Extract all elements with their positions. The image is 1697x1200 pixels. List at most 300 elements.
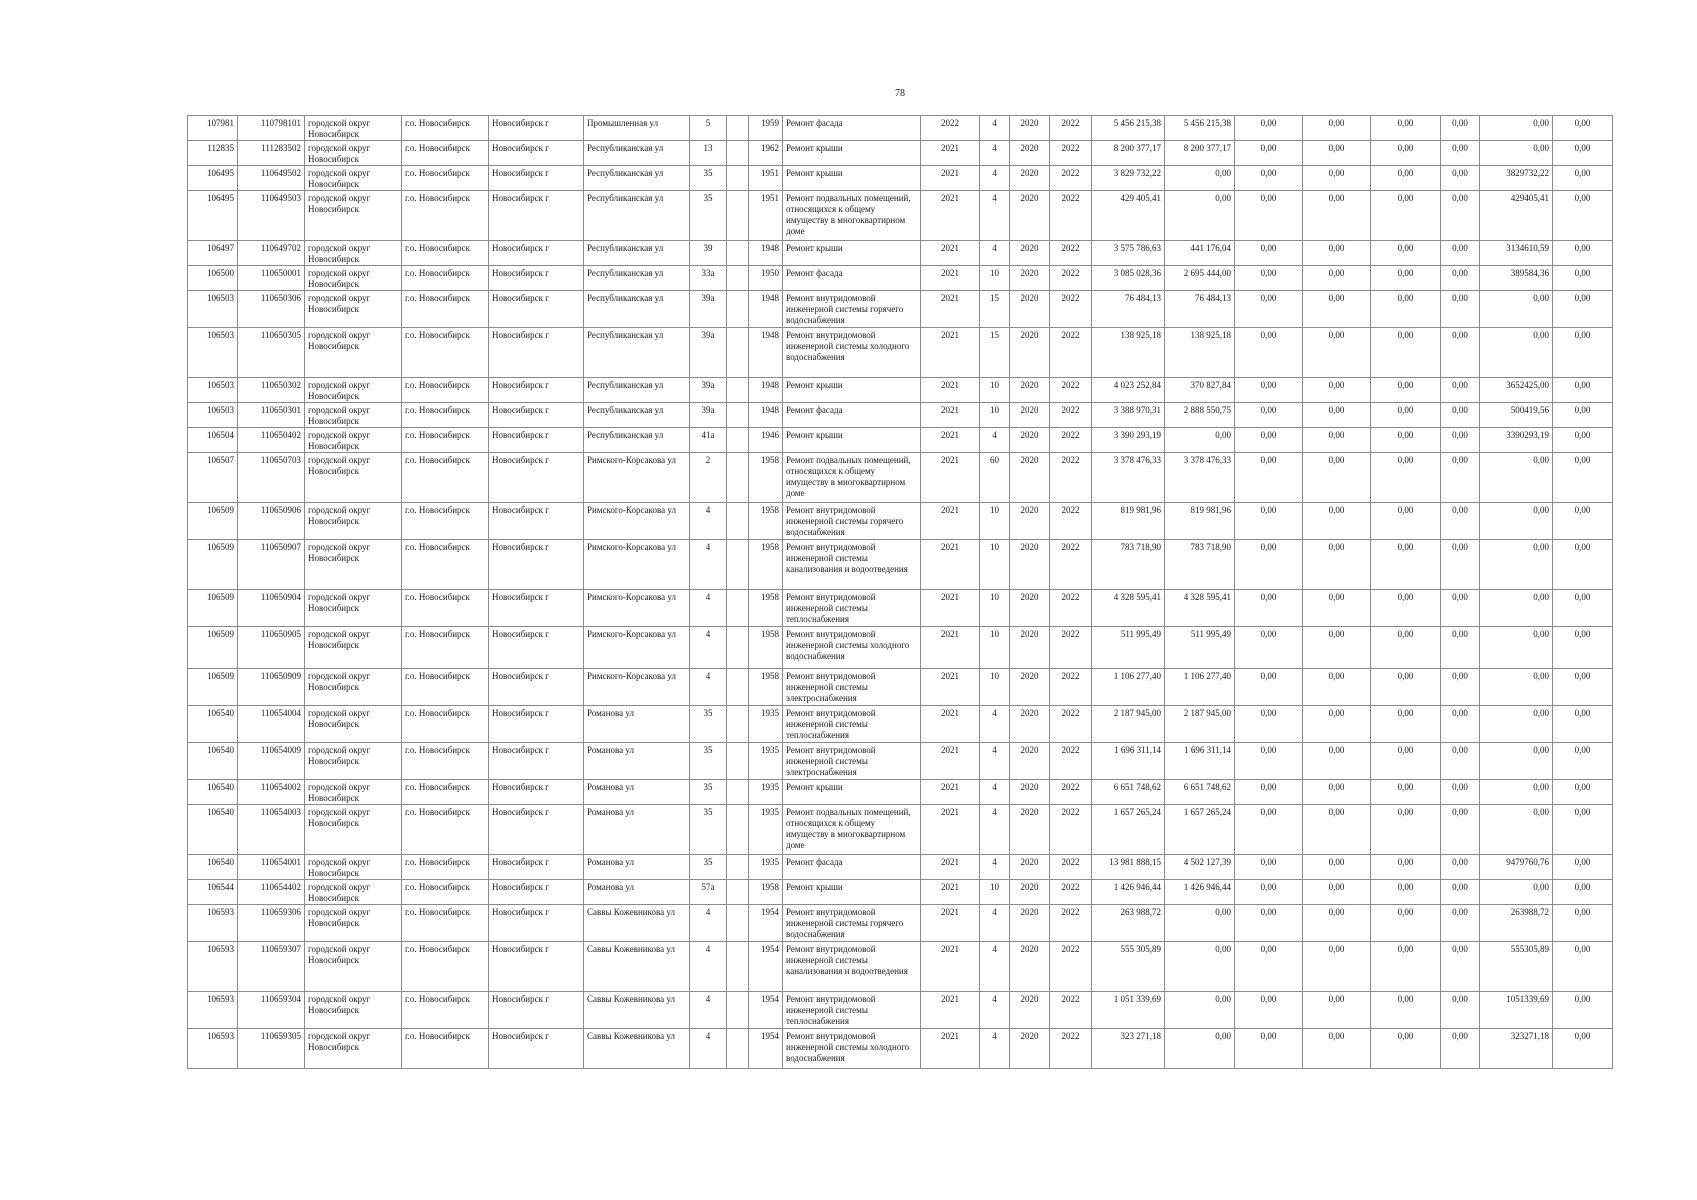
cell-f6: 0,00 — [1553, 590, 1613, 627]
cell-city: Новосибирск г — [489, 453, 584, 503]
cell-city_district: г.о. Новосибирск — [402, 141, 489, 166]
cell-amount: 4 — [980, 942, 1010, 992]
cell-f5: 3829732,22 — [1480, 166, 1553, 191]
cell-amount: 4 — [980, 141, 1010, 166]
cell-street: Римского-Корсакова ул — [584, 503, 690, 540]
cell-start: 2020 — [1010, 905, 1050, 942]
cell-year: 1948 — [749, 291, 783, 328]
cell-f4: 0,00 — [1441, 880, 1480, 905]
cell-start: 2020 — [1010, 706, 1050, 743]
cell-end: 2022 — [1050, 503, 1092, 540]
cell-year: 1958 — [749, 627, 783, 669]
cell-amount: 10 — [980, 627, 1010, 669]
cell-f2: 0,00 — [1303, 706, 1371, 743]
cell-blank — [727, 141, 749, 166]
cell-work: Ремонт внутридомовой инженерной системы канализования и водоотведения — [783, 540, 921, 590]
cell-plan_year: 2021 — [921, 428, 980, 453]
cell-year: 1948 — [749, 241, 783, 266]
cell-street: Республиканская ул — [584, 166, 690, 191]
cell-id: 106540 — [188, 743, 238, 780]
cell-amount: 4 — [980, 116, 1010, 141]
cell-street: Промышленная ул — [584, 116, 690, 141]
cell-work: Ремонт внутридомовой инженерной системы электроснабжения — [783, 669, 921, 706]
cell-f5: 0,00 — [1480, 503, 1553, 540]
cell-f3: 0,00 — [1371, 191, 1441, 241]
cell-f2: 0,00 — [1303, 669, 1371, 706]
cell-end: 2022 — [1050, 590, 1092, 627]
cell-house: 39 — [690, 241, 727, 266]
cell-total: 8 200 377,17 — [1092, 141, 1165, 166]
cell-blank — [727, 942, 749, 992]
cell-f5: 0,00 — [1480, 780, 1553, 805]
cell-id: 106593 — [188, 905, 238, 942]
cell-amount: 4 — [980, 706, 1010, 743]
cell-start: 2020 — [1010, 590, 1050, 627]
cell-house: 35 — [690, 743, 727, 780]
cell-id: 106503 — [188, 291, 238, 328]
cell-start: 2020 — [1010, 540, 1050, 590]
cell-work: Ремонт фасада — [783, 855, 921, 880]
table-row — [188, 1029, 1613, 1069]
cell-f4: 0,00 — [1441, 743, 1480, 780]
cell-id: 106495 — [188, 166, 238, 191]
cell-district: городской округ Новосибирск — [305, 191, 402, 241]
cell-start: 2020 — [1010, 503, 1050, 540]
cell-id: 106500 — [188, 266, 238, 291]
cell-amount: 4 — [980, 805, 1010, 855]
cell-f3: 0,00 — [1371, 428, 1441, 453]
cell-work: Ремонт крыши — [783, 780, 921, 805]
cell-f6: 0,00 — [1553, 669, 1613, 706]
cell-city: Новосибирск г — [489, 291, 584, 328]
cell-id: 106509 — [188, 627, 238, 669]
cell-amount: 10 — [980, 403, 1010, 428]
cell-part_a: 4 502 127,39 — [1165, 855, 1235, 880]
cell-f5: 0,00 — [1480, 141, 1553, 166]
cell-f6: 0,00 — [1553, 540, 1613, 590]
cell-street: Саввы Кожевникова ул — [584, 992, 690, 1029]
cell-amount: 10 — [980, 590, 1010, 627]
table-row — [188, 403, 1613, 428]
cell-f1: 0,00 — [1235, 743, 1303, 780]
cell-work: Ремонт внутридомовой инженерной системы теплоснабжения — [783, 992, 921, 1029]
cell-total: 323 271,18 — [1092, 1029, 1165, 1069]
cell-end: 2022 — [1050, 191, 1092, 241]
cell-f1: 0,00 — [1235, 706, 1303, 743]
cell-plan_year: 2021 — [921, 780, 980, 805]
table-row — [188, 743, 1613, 780]
cell-house: 39а — [690, 378, 727, 403]
cell-f3: 0,00 — [1371, 1029, 1441, 1069]
cell-f6: 0,00 — [1553, 403, 1613, 428]
cell-f1: 0,00 — [1235, 805, 1303, 855]
cell-start: 2020 — [1010, 992, 1050, 1029]
cell-f2: 0,00 — [1303, 503, 1371, 540]
cell-city: Новосибирск г — [489, 166, 584, 191]
cell-f5: 0,00 — [1480, 627, 1553, 669]
cell-f5: 3390293,19 — [1480, 428, 1553, 453]
cell-amount: 4 — [980, 855, 1010, 880]
cell-f5: 0,00 — [1480, 116, 1553, 141]
cell-f6: 0,00 — [1553, 706, 1613, 743]
cell-f2: 0,00 — [1303, 942, 1371, 992]
cell-code: 110654002 — [238, 780, 305, 805]
cell-year: 1958 — [749, 669, 783, 706]
cell-f5: 0,00 — [1480, 880, 1553, 905]
cell-f2: 0,00 — [1303, 328, 1371, 378]
cell-code: 110649502 — [238, 166, 305, 191]
cell-id: 106544 — [188, 880, 238, 905]
cell-city: Новосибирск г — [489, 590, 584, 627]
cell-house: 4 — [690, 540, 727, 590]
cell-total: 263 988,72 — [1092, 905, 1165, 942]
cell-city: Новосибирск г — [489, 241, 584, 266]
cell-f6: 0,00 — [1553, 291, 1613, 328]
cell-blank — [727, 116, 749, 141]
cell-work: Ремонт внутридомовой инженерной системы горячего водоснабжения — [783, 905, 921, 942]
cell-city: Новосибирск г — [489, 403, 584, 428]
cell-house: 41а — [690, 428, 727, 453]
cell-f4: 0,00 — [1441, 1029, 1480, 1069]
cell-part_a: 0,00 — [1165, 992, 1235, 1029]
cell-city_district: г.о. Новосибирск — [402, 291, 489, 328]
cell-blank — [727, 241, 749, 266]
cell-code: 111283502 — [238, 141, 305, 166]
table-row — [188, 116, 1613, 141]
cell-f1: 0,00 — [1235, 880, 1303, 905]
cell-total: 5 456 215,38 — [1092, 116, 1165, 141]
cell-district: городской округ Новосибирск — [305, 540, 402, 590]
cell-f3: 0,00 — [1371, 992, 1441, 1029]
cell-city_district: г.о. Новосибирск — [402, 669, 489, 706]
cell-f2: 0,00 — [1303, 1029, 1371, 1069]
cell-street: Саввы Кожевникова ул — [584, 905, 690, 942]
cell-total: 3 390 293,19 — [1092, 428, 1165, 453]
cell-city: Новосибирск г — [489, 328, 584, 378]
cell-blank — [727, 743, 749, 780]
cell-total: 2 187 945,00 — [1092, 706, 1165, 743]
cell-start: 2020 — [1010, 378, 1050, 403]
cell-id: 106503 — [188, 378, 238, 403]
cell-f2: 0,00 — [1303, 116, 1371, 141]
cell-blank — [727, 191, 749, 241]
cell-city: Новосибирск г — [489, 191, 584, 241]
cell-f3: 0,00 — [1371, 291, 1441, 328]
cell-f5: 389584,36 — [1480, 266, 1553, 291]
cell-part_a: 1 696 311,14 — [1165, 743, 1235, 780]
cell-end: 2022 — [1050, 241, 1092, 266]
cell-city: Новосибирск г — [489, 503, 584, 540]
cell-year: 1954 — [749, 1029, 783, 1069]
cell-house: 39а — [690, 291, 727, 328]
cell-year: 1958 — [749, 503, 783, 540]
cell-year: 1935 — [749, 706, 783, 743]
cell-city_district: г.о. Новосибирск — [402, 166, 489, 191]
cell-f4: 0,00 — [1441, 291, 1480, 328]
cell-total: 511 995,49 — [1092, 627, 1165, 669]
cell-f2: 0,00 — [1303, 291, 1371, 328]
cell-year: 1958 — [749, 590, 783, 627]
cell-f2: 0,00 — [1303, 191, 1371, 241]
cell-street: Романова ул — [584, 855, 690, 880]
cell-start: 2020 — [1010, 166, 1050, 191]
cell-city_district: г.о. Новосибирск — [402, 590, 489, 627]
cell-f5: 1051339,69 — [1480, 992, 1553, 1029]
cell-f4: 0,00 — [1441, 855, 1480, 880]
cell-code: 110650305 — [238, 328, 305, 378]
cell-f4: 0,00 — [1441, 627, 1480, 669]
capital-repair-table — [187, 115, 1613, 1069]
cell-f1: 0,00 — [1235, 116, 1303, 141]
cell-f3: 0,00 — [1371, 780, 1441, 805]
cell-work: Ремонт крыши — [783, 141, 921, 166]
cell-code: 110650001 — [238, 266, 305, 291]
cell-code: 110650703 — [238, 453, 305, 503]
cell-f5: 0,00 — [1480, 590, 1553, 627]
cell-id: 106540 — [188, 855, 238, 880]
cell-end: 2022 — [1050, 116, 1092, 141]
cell-f4: 0,00 — [1441, 540, 1480, 590]
cell-start: 2020 — [1010, 1029, 1050, 1069]
cell-f6: 0,00 — [1553, 266, 1613, 291]
table-row — [188, 905, 1613, 942]
cell-house: 33а — [690, 266, 727, 291]
cell-city_district: г.о. Новосибирск — [402, 540, 489, 590]
table-row — [188, 453, 1613, 503]
cell-city: Новосибирск г — [489, 266, 584, 291]
cell-total: 3 388 970,31 — [1092, 403, 1165, 428]
cell-f6: 0,00 — [1553, 241, 1613, 266]
cell-end: 2022 — [1050, 805, 1092, 855]
cell-code: 110650306 — [238, 291, 305, 328]
cell-district: городской округ Новосибирск — [305, 743, 402, 780]
cell-city_district: г.о. Новосибирск — [402, 942, 489, 992]
table-row — [188, 141, 1613, 166]
cell-total: 555 305,89 — [1092, 942, 1165, 992]
cell-total: 1 696 311,14 — [1092, 743, 1165, 780]
cell-f6: 0,00 — [1553, 141, 1613, 166]
cell-work: Ремонт внутридомовой инженерной системы холодного водоснабжения — [783, 1029, 921, 1069]
cell-city_district: г.о. Новосибирск — [402, 453, 489, 503]
cell-f3: 0,00 — [1371, 540, 1441, 590]
cell-part_a: 441 176,04 — [1165, 241, 1235, 266]
cell-f6: 0,00 — [1553, 905, 1613, 942]
cell-district: городской округ Новосибирск — [305, 503, 402, 540]
cell-city: Новосибирск г — [489, 378, 584, 403]
cell-amount: 10 — [980, 266, 1010, 291]
cell-amount: 4 — [980, 241, 1010, 266]
cell-code: 110650301 — [238, 403, 305, 428]
cell-f6: 0,00 — [1553, 627, 1613, 669]
cell-year: 1958 — [749, 540, 783, 590]
cell-street: Римского-Корсакова ул — [584, 627, 690, 669]
cell-end: 2022 — [1050, 855, 1092, 880]
cell-id: 106593 — [188, 942, 238, 992]
cell-city: Новосибирск г — [489, 141, 584, 166]
cell-house: 2 — [690, 453, 727, 503]
cell-district: городской округ Новосибирск — [305, 116, 402, 141]
cell-plan_year: 2021 — [921, 1029, 980, 1069]
cell-amount: 10 — [980, 540, 1010, 590]
cell-f3: 0,00 — [1371, 627, 1441, 669]
cell-year: 1962 — [749, 141, 783, 166]
cell-f1: 0,00 — [1235, 780, 1303, 805]
cell-plan_year: 2021 — [921, 743, 980, 780]
cell-house: 39а — [690, 328, 727, 378]
cell-city_district: г.о. Новосибирск — [402, 503, 489, 540]
cell-f1: 0,00 — [1235, 1029, 1303, 1069]
cell-work: Ремонт фасада — [783, 116, 921, 141]
cell-street: Римского-Корсакова ул — [584, 669, 690, 706]
cell-id: 106540 — [188, 780, 238, 805]
cell-house: 4 — [690, 992, 727, 1029]
cell-end: 2022 — [1050, 706, 1092, 743]
cell-f6: 0,00 — [1553, 855, 1613, 880]
cell-amount: 10 — [980, 503, 1010, 540]
cell-year: 1935 — [749, 780, 783, 805]
cell-part_a: 1 657 265,24 — [1165, 805, 1235, 855]
cell-code: 110650905 — [238, 627, 305, 669]
cell-house: 35 — [690, 805, 727, 855]
cell-f6: 0,00 — [1553, 503, 1613, 540]
cell-city_district: г.о. Новосибирск — [402, 191, 489, 241]
cell-street: Республиканская ул — [584, 328, 690, 378]
cell-f1: 0,00 — [1235, 378, 1303, 403]
cell-f4: 0,00 — [1441, 669, 1480, 706]
cell-f6: 0,00 — [1553, 942, 1613, 992]
cell-f2: 0,00 — [1303, 378, 1371, 403]
cell-work: Ремонт крыши — [783, 241, 921, 266]
cell-part_a: 0,00 — [1165, 905, 1235, 942]
cell-f4: 0,00 — [1441, 378, 1480, 403]
cell-f2: 0,00 — [1303, 905, 1371, 942]
cell-end: 2022 — [1050, 166, 1092, 191]
cell-house: 35 — [690, 855, 727, 880]
cell-total: 819 981,96 — [1092, 503, 1165, 540]
cell-amount: 4 — [980, 992, 1010, 1029]
table-row — [188, 503, 1613, 540]
cell-f4: 0,00 — [1441, 166, 1480, 191]
cell-start: 2020 — [1010, 266, 1050, 291]
cell-total: 13 981 888,15 — [1092, 855, 1165, 880]
cell-district: городской округ Новосибирск — [305, 992, 402, 1029]
cell-part_a: 511 995,49 — [1165, 627, 1235, 669]
cell-work: Ремонт подвальных помещений, относящихся к общему имуществу в многоквартирном доме — [783, 191, 921, 241]
cell-end: 2022 — [1050, 540, 1092, 590]
cell-code: 110650904 — [238, 590, 305, 627]
cell-f5: 555305,89 — [1480, 942, 1553, 992]
cell-f1: 0,00 — [1235, 428, 1303, 453]
cell-year: 1950 — [749, 266, 783, 291]
cell-house: 13 — [690, 141, 727, 166]
cell-end: 2022 — [1050, 141, 1092, 166]
cell-part_a: 2 187 945,00 — [1165, 706, 1235, 743]
cell-blank — [727, 1029, 749, 1069]
cell-f4: 0,00 — [1441, 805, 1480, 855]
cell-part_a: 0,00 — [1165, 191, 1235, 241]
cell-total: 138 925,18 — [1092, 328, 1165, 378]
cell-work: Ремонт крыши — [783, 428, 921, 453]
table-row — [188, 266, 1613, 291]
cell-blank — [727, 992, 749, 1029]
cell-end: 2022 — [1050, 905, 1092, 942]
cell-f3: 0,00 — [1371, 116, 1441, 141]
table-row — [188, 166, 1613, 191]
cell-city: Новосибирск г — [489, 1029, 584, 1069]
cell-code: 110659306 — [238, 905, 305, 942]
cell-f2: 0,00 — [1303, 141, 1371, 166]
cell-city: Новосибирск г — [489, 805, 584, 855]
cell-f2: 0,00 — [1303, 266, 1371, 291]
cell-plan_year: 2021 — [921, 453, 980, 503]
cell-part_a: 4 328 595,41 — [1165, 590, 1235, 627]
cell-city: Новосибирск г — [489, 855, 584, 880]
table-row — [188, 669, 1613, 706]
cell-start: 2020 — [1010, 428, 1050, 453]
cell-city_district: г.о. Новосибирск — [402, 403, 489, 428]
cell-city_district: г.о. Новосибирск — [402, 780, 489, 805]
cell-year: 1935 — [749, 805, 783, 855]
cell-street: Республиканская ул — [584, 378, 690, 403]
cell-blank — [727, 503, 749, 540]
cell-city: Новосибирск г — [489, 880, 584, 905]
cell-plan_year: 2021 — [921, 880, 980, 905]
cell-end: 2022 — [1050, 291, 1092, 328]
cell-blank — [727, 166, 749, 191]
cell-code: 110654003 — [238, 805, 305, 855]
cell-f4: 0,00 — [1441, 328, 1480, 378]
cell-part_a: 2 888 550,75 — [1165, 403, 1235, 428]
cell-work: Ремонт подвальных помещений, относящихся к общему имуществу в многоквартирном доме — [783, 453, 921, 503]
cell-street: Романова ул — [584, 880, 690, 905]
cell-year: 1954 — [749, 942, 783, 992]
cell-f6: 0,00 — [1553, 743, 1613, 780]
cell-start: 2020 — [1010, 780, 1050, 805]
cell-house: 5 — [690, 116, 727, 141]
cell-street: Романова ул — [584, 706, 690, 743]
cell-end: 2022 — [1050, 942, 1092, 992]
cell-code: 110654009 — [238, 743, 305, 780]
cell-id: 107981 — [188, 116, 238, 141]
cell-blank — [727, 328, 749, 378]
cell-f2: 0,00 — [1303, 743, 1371, 780]
cell-f5: 0,00 — [1480, 669, 1553, 706]
cell-id: 106507 — [188, 453, 238, 503]
table-row — [188, 780, 1613, 805]
cell-f6: 0,00 — [1553, 378, 1613, 403]
cell-id: 106495 — [188, 191, 238, 241]
cell-house: 35 — [690, 166, 727, 191]
cell-city: Новосибирск г — [489, 428, 584, 453]
cell-end: 2022 — [1050, 743, 1092, 780]
cell-city_district: г.о. Новосибирск — [402, 706, 489, 743]
cell-city_district: г.о. Новосибирск — [402, 992, 489, 1029]
cell-amount: 4 — [980, 1029, 1010, 1069]
cell-part_a: 1 426 946,44 — [1165, 880, 1235, 905]
cell-id: 106540 — [188, 706, 238, 743]
cell-district: городской округ Новосибирск — [305, 805, 402, 855]
cell-amount: 4 — [980, 166, 1010, 191]
cell-f4: 0,00 — [1441, 453, 1480, 503]
cell-part_a: 370 827,84 — [1165, 378, 1235, 403]
cell-start: 2020 — [1010, 116, 1050, 141]
cell-f3: 0,00 — [1371, 590, 1441, 627]
cell-work: Ремонт внутридомовой инженерной системы холодного водоснабжения — [783, 328, 921, 378]
cell-plan_year: 2021 — [921, 141, 980, 166]
cell-year: 1958 — [749, 453, 783, 503]
cell-id: 106509 — [188, 590, 238, 627]
cell-f1: 0,00 — [1235, 266, 1303, 291]
